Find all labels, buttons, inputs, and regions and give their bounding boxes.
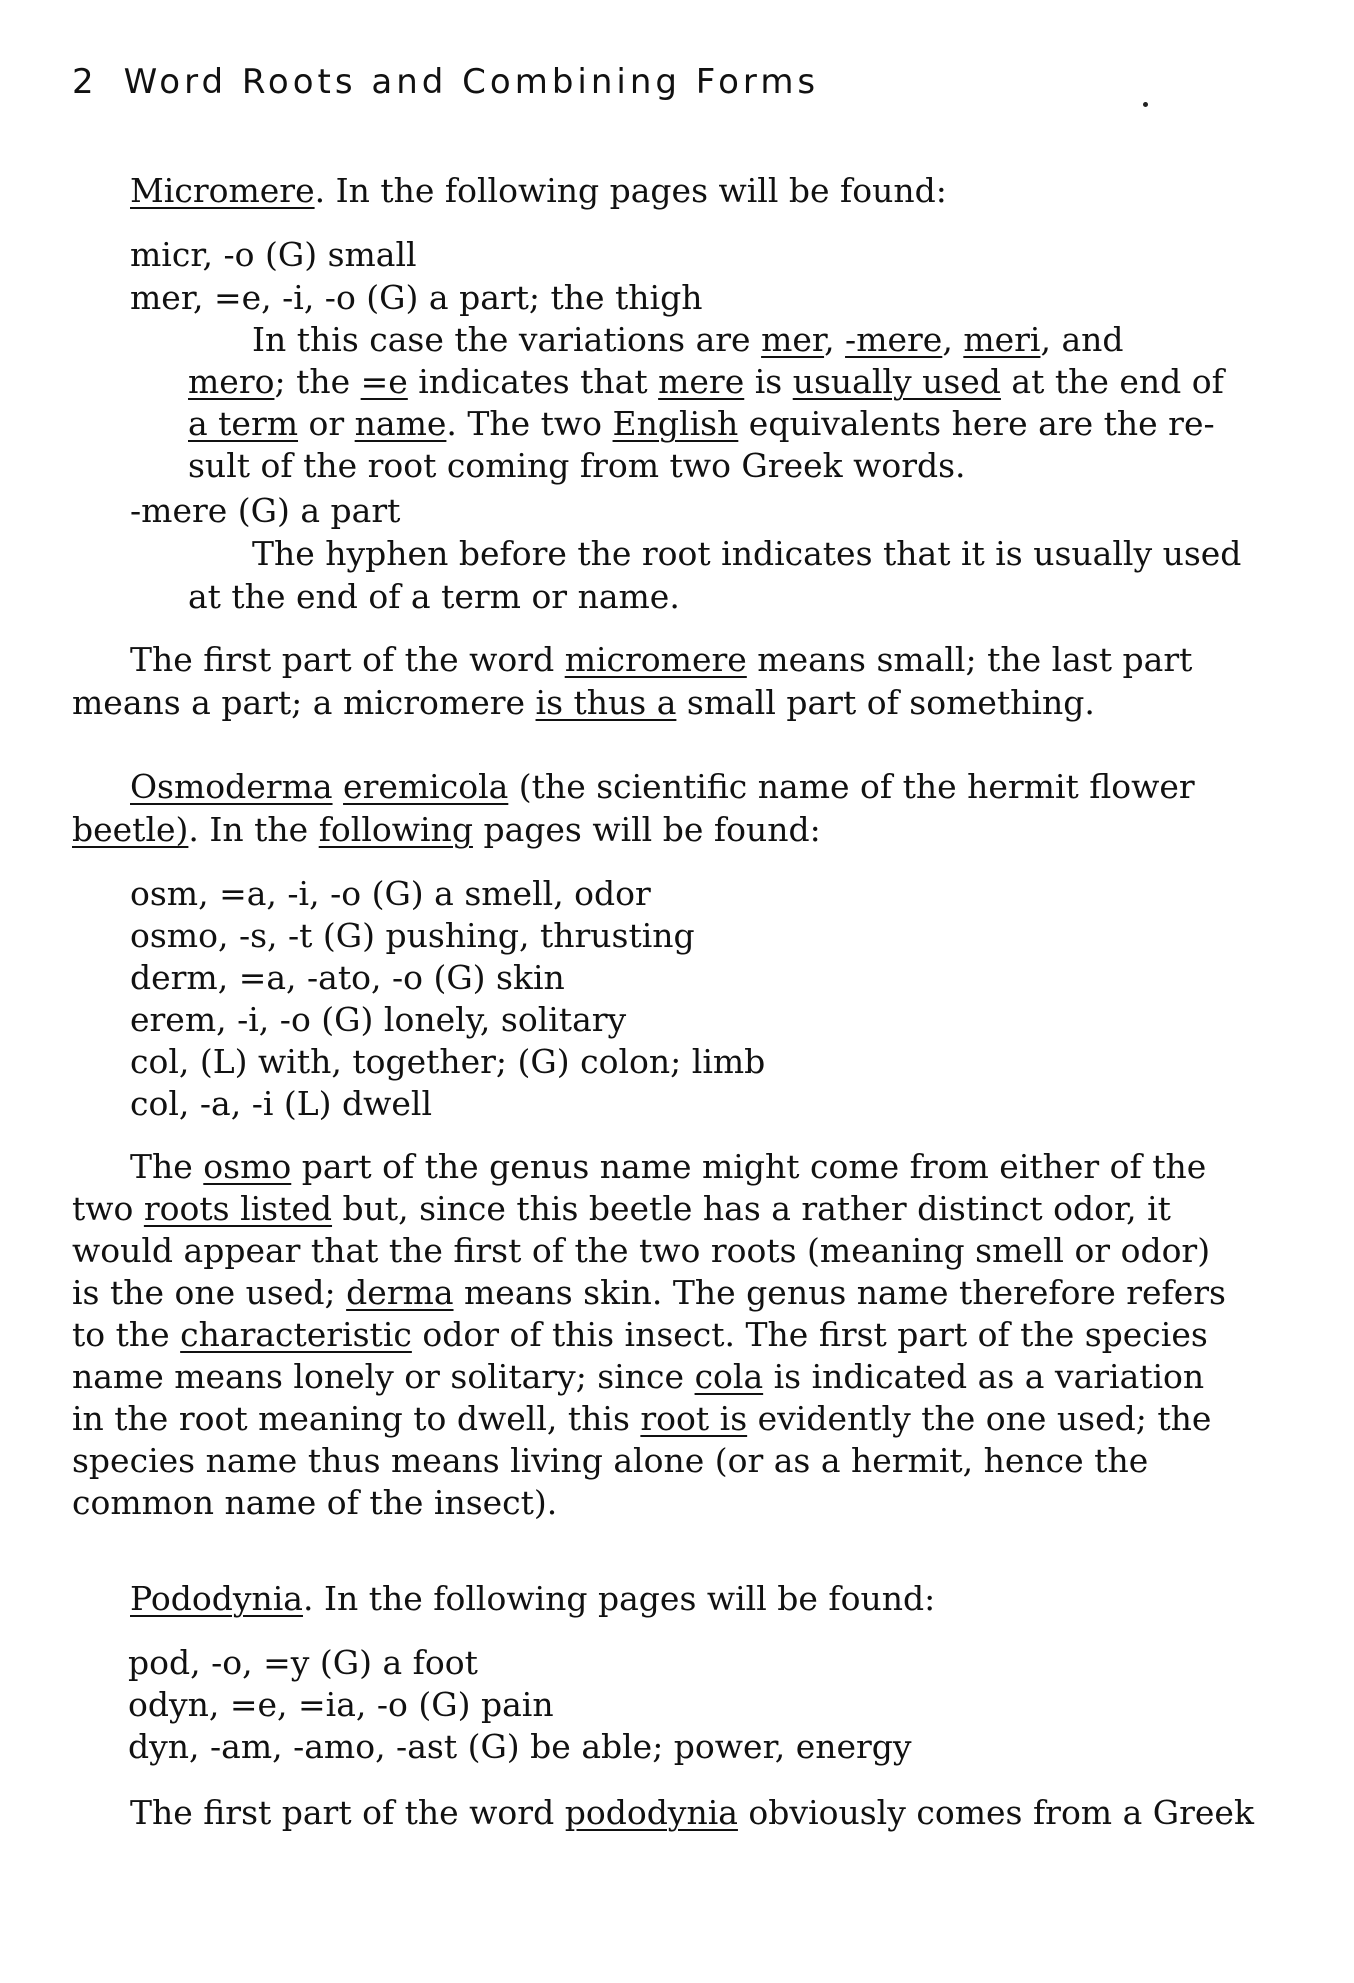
root-entry: mer, =e, -i, -o (G) a part; the thigh [130,278,703,317]
para-line: name means lonely or solitary; since cola is indicated as a variation [72,1357,1205,1396]
root-entry: erem, -i, -o (G) lonely, solitary [130,1000,627,1039]
note-line: The hyphen before the root indicates that it is usually used [252,534,1242,573]
para-line: The first part of the word micromere means small; the last part [130,640,1193,679]
root-entry: col, -a, -i (L) dwell [130,1084,433,1123]
para-line: species name thus means living alone (or as a hermit, hence the [72,1441,1149,1480]
root-entry: -mere (G) a part [130,491,401,530]
note-line: In this case the variations are mer, -mere, meri, and [252,320,1124,359]
term-micromere: Micromere [130,171,315,210]
para-line: two roots listed but, since this beetle has a rather distinct odor, it [72,1189,1171,1228]
para-line: The first part of the word pododynia obviously comes from a Greek [130,1793,1254,1832]
s2-intro-line2: beetle). In the following pages will be found: [72,810,821,849]
note-line: at the end of a term or name. [188,577,680,616]
printing-speck [1143,102,1148,107]
page-number: 2 [72,62,98,102]
para-line: in the root meaning to dwell, this root is evidently the one used; the [72,1399,1212,1438]
root-entry: dyn, -am, -amo, -ast (G) be able; power, energy [128,1727,912,1766]
s3-intro: Pododynia. In the following pages will be found: [130,1579,936,1618]
para-line: means a part; a micromere is thus a small part of something. [72,683,1095,722]
root-entry: pod, -o, =y (G) a foot [128,1643,478,1682]
para-line: would appear that the first of the two roots (meaning smell or odor) [72,1231,1211,1270]
chapter-title: Word Roots and Combining Forms [123,62,820,102]
note-line: a term or name. The two English equivalents here are the re- [188,404,1215,443]
para-line: to the characteristic odor of this insect. The first part of the species [72,1315,1208,1354]
para-line: The osmo part of the genus name might come from either of the [130,1147,1207,1186]
term-pododynia: Pododynia [130,1579,303,1618]
root-entry: micr, -o (G) small [130,235,417,274]
running-header [72,62,819,102]
s2-intro: Osmoderma eremicola (the scientific name of the hermit flower [130,767,1195,806]
para-line: is the one used; derma means skin. The genus name therefore refers [72,1273,1226,1312]
s1-intro: Micromere. In the following pages will be found: [130,171,947,210]
root-entry: osm, =a, -i, -o (G) a smell, odor [130,874,651,913]
root-entry: odyn, =e, =ia, -o (G) pain [128,1685,554,1724]
note-line: sult of the root coming from two Greek words. [188,446,966,485]
para-line: common name of the insect). [72,1483,558,1522]
root-entry: osmo, -s, -t (G) pushing, thrusting [130,916,695,955]
term-eremicola: eremicola [343,767,509,806]
term-osmoderma: Osmoderma [130,767,333,806]
root-entry: col, (L) with, together; (G) colon; limb [130,1042,766,1081]
root-entry: derm, =a, -ato, -o (G) skin [130,958,565,997]
note-line: mero; the =e indicates that mere is usually used at the end of [188,362,1224,401]
